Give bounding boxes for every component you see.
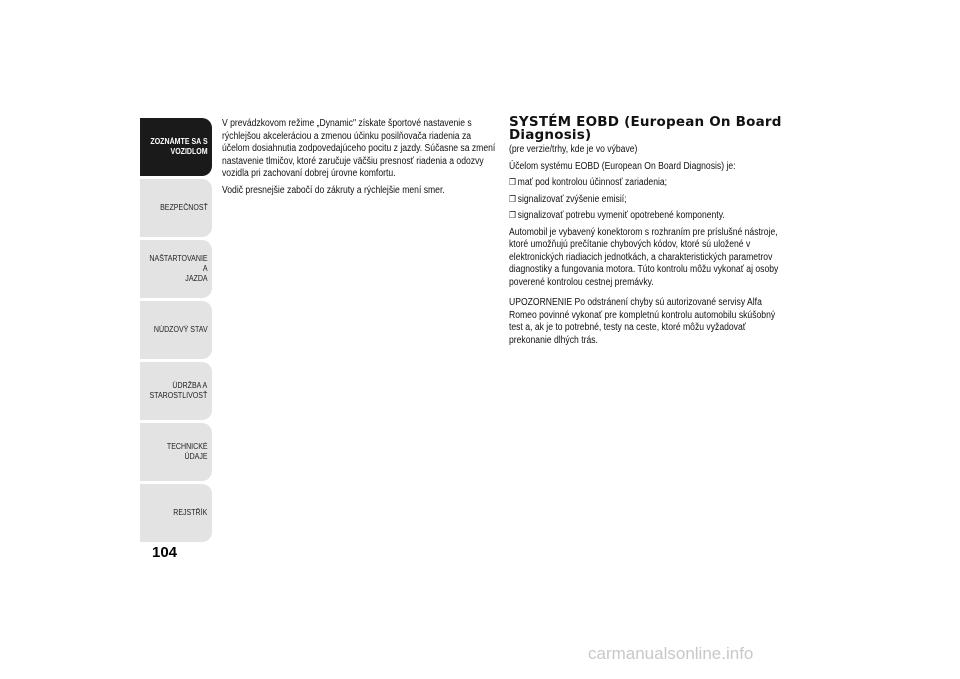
- left-column: [222, 118, 497, 201]
- section-heading: SYSTÉM EOBD (European On Board Diagnosis): [509, 114, 782, 143]
- tab-technicke-udaje[interactable]: [140, 423, 212, 481]
- connector-paragraph: Automobil je vybavený konektorom s rozhraním pre príslušné nástroje, ktoré umožňujú prečítanie chybových kódov, ktoré sú uložené v elektronických riadiacich jednotkách, a charakteristických parametrov diagnostiky a fungovania motora. Túto kontrolu môžu vykonať aj osoby poverené kontrolou cestnej premávky.: [509, 226, 779, 288]
- tab-label: REJSTŘÍK: [173, 508, 208, 517]
- tab-udrzba-a-starostlivost[interactable]: [140, 362, 212, 420]
- section-subtitle: (pre verzie/trhy, kde je vo výbave): [509, 144, 638, 155]
- driver-paragraph: Vodič presnejšie zabočí do zákruty a rýchlejšie mení smer.: [222, 184, 445, 196]
- list-item: [509, 177, 784, 190]
- checkbox-bullet-icon: ❒: [509, 178, 516, 188]
- page-number: 104: [152, 544, 178, 561]
- list-item-text: mať pod kontrolou účinnosť zariadenia;: [517, 177, 668, 188]
- tab-label: NAŠTARTOVANIE A JAZDA: [149, 254, 208, 283]
- list-item-text: signalizovať zvýšenie emisií;: [517, 193, 627, 205]
- chapter-sidebar: [140, 118, 212, 545]
- right-column: [509, 116, 794, 351]
- checkbox-bullet-icon: ❒: [509, 194, 516, 205]
- tab-zoznamte-sa-s-vozidlom[interactable]: [140, 118, 212, 176]
- tab-nudzovy-stav[interactable]: [140, 301, 212, 359]
- tab-label: TECHNICKÉ ÚDAJE: [166, 442, 208, 461]
- tab-label: ZOZNÁMTE SA S VOZIDLOM: [150, 137, 208, 156]
- tab-bezpecnost[interactable]: [140, 179, 212, 237]
- tab-label: BEZPEČNOSŤ: [159, 203, 208, 212]
- checkbox-bullet-icon: ❒: [509, 211, 516, 221]
- dynamic-mode-paragraph: V prevádzkovom režime „Dynamic" získate športové nastavenie s rýchlejšou akceleráciou a zmenou účinku posilňovača riadenia za účelom dosiahnutia zodpovedajúceho pocitu z jazdy. Súčasne sa zmení nastavenie tlmičov, ktoré zaručuje väčšiu presnosť riadenia a odozvy vozidla pri zachovaní dobrej úrovne komfortu.: [222, 118, 496, 179]
- tab-label: ÚDRŽBA A STAROSTLIVOSŤ: [149, 381, 208, 400]
- tab-rejstrik[interactable]: [140, 484, 212, 542]
- warning-paragraph: UPOZORNENIE Po odstránení chyby sú autorizované servisy Alfa Romeo povinné vykonať pre kompletnú kontrolu automobilu skúšobný test a, ak je to potrebné, testy na ceste, ktoré môžu vyžadovať prekonanie dlhých trás.: [509, 297, 776, 346]
- watermark: carmanualsonline.info: [588, 644, 754, 663]
- list-item: [509, 210, 784, 223]
- tab-nastartovanie-a-jazda[interactable]: [140, 240, 212, 298]
- list-item: [509, 194, 784, 207]
- tab-label: NÚDZOVÝ STAV: [153, 325, 208, 334]
- list-item-text: signalizovať potrebu vymeniť opotrebené komponenty.: [517, 210, 725, 221]
- intro-text: Účelom systému EOBD (European On Board Diagnosis) je:: [509, 160, 736, 172]
